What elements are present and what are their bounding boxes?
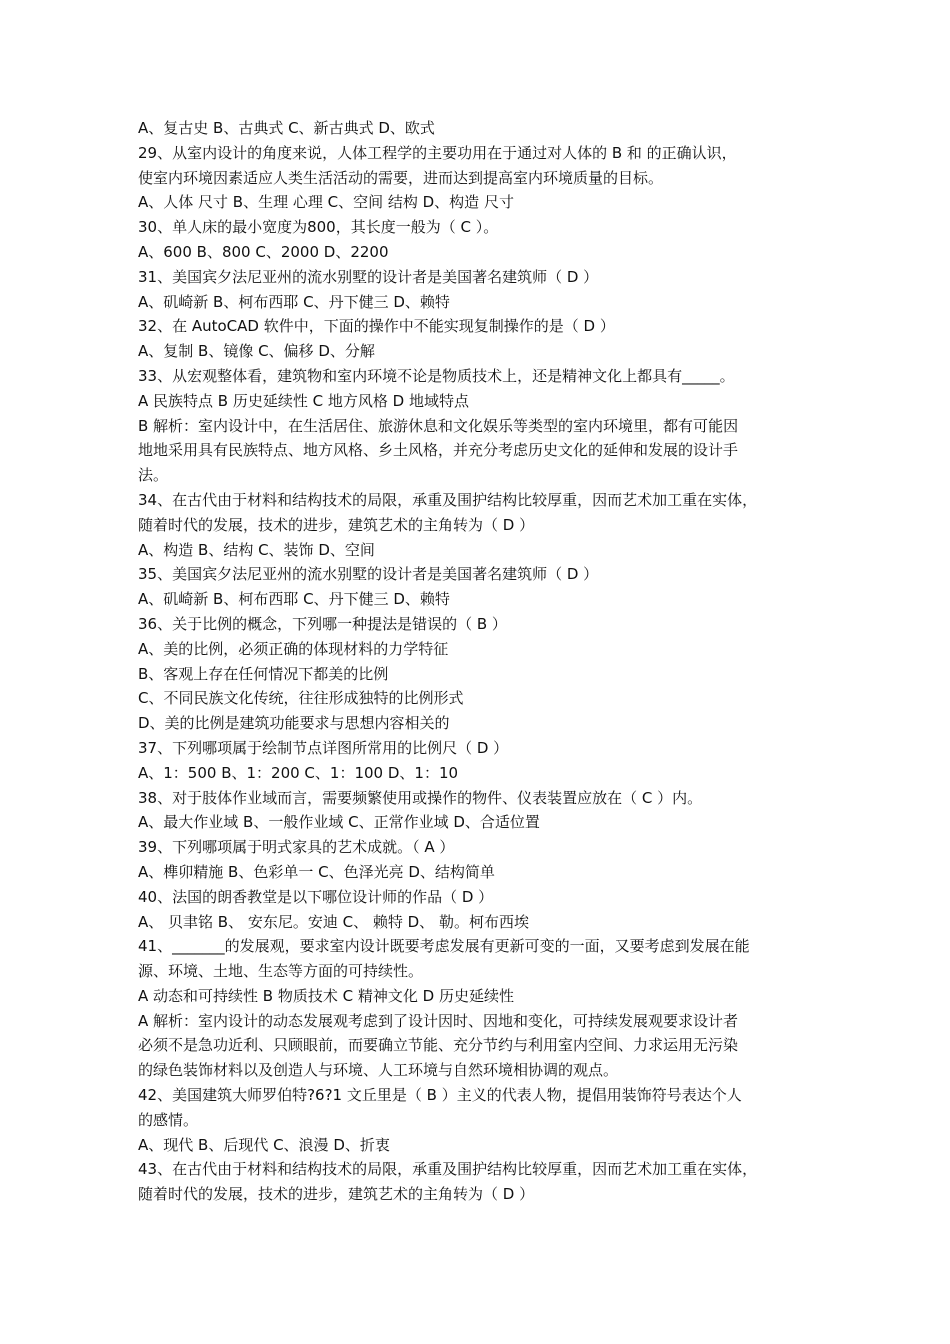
text-line: 41、_______的发展观，要求室内设计既要考虑发展有更新可变的一面，又要考虑到发展在能 bbox=[138, 937, 750, 956]
text-line: C、不同民族文化传统，往往形成独特的比例形式 bbox=[138, 689, 464, 708]
text-line: D、美的比例是建筑功能要求与思想内容相关的 bbox=[138, 714, 450, 733]
text-line: A 动态和可持续性 B 物质技术 C 精神文化 D 历史延续性 bbox=[138, 986, 514, 1005]
text-line: 必须不是急功近利、只顾眼前，而要确立节能、充分节约与利用室内空间、力求运用无污染 bbox=[138, 1036, 739, 1055]
text-line: A、600 B、800 C、2000 D、2200 bbox=[138, 242, 389, 261]
text-line: 31、美国宾夕法尼亚州的流水别墅的设计者是美国著名建筑师（ D ） bbox=[138, 267, 599, 286]
text-line: A、榫卯精施 B、色彩单一 C、色泽光亮 D、结构简单 bbox=[138, 862, 495, 881]
text-line: 38、对于肢体作业域而言，需要频繁使用或操作的物件、仪表装置应放在（ C ）内。 bbox=[138, 788, 703, 807]
text-line: 39、下列哪项属于明式家具的艺术成就。（ A ） bbox=[138, 838, 455, 857]
text-line: B 解析：室内设计中，在生活居住、旅游休息和文化娱乐等类型的室内环境里，都有可能因 bbox=[138, 416, 739, 435]
text-line: 随着时代的发展，技术的进步，建筑艺术的主角转为（ D ） bbox=[138, 1185, 535, 1204]
text-line: A、构造 B、结构 C、装饰 D、空间 bbox=[138, 540, 375, 559]
text-line: 法。 bbox=[138, 466, 169, 485]
text-line: 地地采用具有民族特点、地方风格、乡土风格，并充分考虑历史文化的延伸和发展的设计手 bbox=[138, 441, 739, 460]
text-line: 37、下列哪项属于绘制节点详图所常用的比例尺（ D ） bbox=[138, 738, 509, 757]
text-line: A 民族特点 B 历史延续性 C 地方风格 D 地域特点 bbox=[138, 391, 469, 410]
text-line: B、客观上存在任何情况下都美的比例 bbox=[138, 664, 389, 683]
text-line: A、现代 B、后现代 C、浪漫 D、折衷 bbox=[138, 1135, 390, 1154]
text-line: 36、关于比例的概念，下列哪一种提法是错误的（ B ） bbox=[138, 614, 507, 633]
text-line: 33、从宏观整体看，建筑物和室内环境不论是物质技术上，还是精神文化上都具有_____。 bbox=[138, 366, 735, 385]
text-line: A、美的比例，必须正确的体现材料的力学特征 bbox=[138, 639, 449, 658]
document-body bbox=[138, 116, 814, 1207]
text-line: A、人体 尺寸 B、生理 心理 C、空间 结构 D、构造 尺寸 bbox=[138, 193, 514, 212]
text-line: A、最大作业域 B、一般作业域 C、正常作业域 D、合适位置 bbox=[138, 813, 540, 832]
text-line: 随着时代的发展，技术的进步，建筑艺术的主角转为（ D ） bbox=[138, 515, 535, 534]
text-line: 35、美国宾夕法尼亚州的流水别墅的设计者是美国著名建筑师（ D ） bbox=[138, 565, 599, 584]
text-line: 34、在古代由于材料和结构技术的局限，承重及围护结构比较厚重，因而艺术加工重在实体， bbox=[138, 490, 758, 509]
text-line: 的绿色装饰材料以及创造人与环境、人工环境与自然环境相协调的观点。 bbox=[138, 1061, 619, 1080]
text-line: 的感情。 bbox=[138, 1110, 199, 1129]
text-line: A、复制 B、镜像 C、偏移 D、分解 bbox=[138, 342, 375, 361]
text-line: 30、单人床的最小宽度为800，其长度一般为（ C ）。 bbox=[138, 218, 499, 237]
text-line: 32、在 AutoCAD 软件中，下面的操作中不能实现复制操作的是（ D ） bbox=[138, 317, 615, 336]
text-line: A 解析：室内设计的动态发展观考虑到了设计因时、因地和变化，可持续发展观要求设计者 bbox=[138, 1011, 739, 1030]
text-line: A、1：500 B、1：200 C、1：100 D、1：10 bbox=[138, 763, 459, 782]
text-line: A、矶崎新 B、柯布西耶 C、丹下健三 D、赖特 bbox=[138, 590, 450, 609]
text-line: 40、法国的朗香教堂是以下哪位设计师的作品（ D ） bbox=[138, 887, 494, 906]
text-line: 使室内环境因素适应人类生活活动的需要，进而达到提高室内环境质量的目标。 bbox=[138, 168, 664, 187]
text-line: A、 贝聿铭 B、 安东尼。安迪 C、 赖特 D、 勒。柯布西埃 bbox=[138, 912, 529, 931]
text-line: 43、在古代由于材料和结构技术的局限，承重及围护结构比较厚重，因而艺术加工重在实体， bbox=[138, 1160, 758, 1179]
text-line: 29、从室内设计的角度来说，人体工程学的主要功用在于通过对人体的 B 和 的正确认识， bbox=[138, 143, 737, 162]
text-line: 源、环境、土地、生态等方面的可持续性。 bbox=[138, 962, 424, 981]
text-line: A、矶崎新 B、柯布西耶 C、丹下健三 D、赖特 bbox=[138, 292, 450, 311]
text-line: 42、美国建筑大师罗伯特?6?1 文丘里是（ B ）主义的代表人物，提倡用装饰符号表达个人 bbox=[138, 1086, 742, 1105]
text-line: A、复古史 B、古典式 C、新古典式 D、欧式 bbox=[138, 119, 435, 137]
